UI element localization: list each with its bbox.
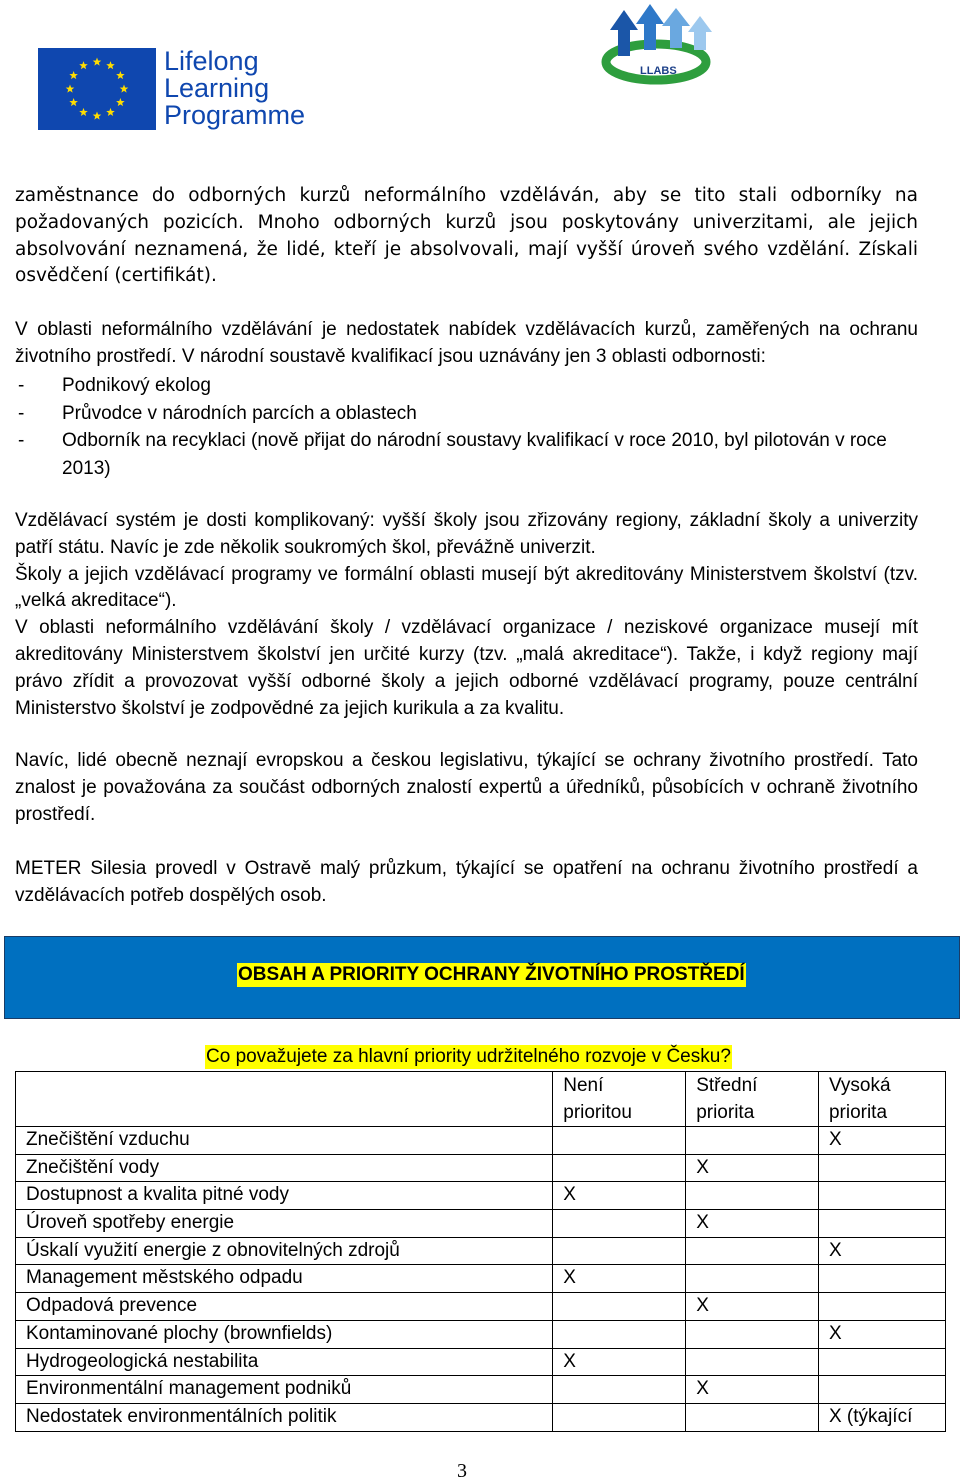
table-row <box>16 1154 946 1182</box>
priority-mark-cell: X <box>686 1210 819 1238</box>
priority-mark-cell <box>553 1237 686 1265</box>
priority-mark-cell: X <box>818 1320 945 1348</box>
priority-mark-cell: X <box>818 1237 945 1265</box>
priority-mark-cell: X (týkající <box>818 1403 945 1431</box>
table-row <box>16 1237 946 1265</box>
page-number: 3 <box>457 1460 467 1482</box>
priority-mark-cell <box>686 1182 819 1210</box>
priority-mark-cell <box>553 1403 686 1431</box>
lifelong-learning-programme-logo <box>38 48 308 138</box>
llp-logo-line: Programme <box>164 100 306 130</box>
priority-mark-cell <box>686 1348 819 1376</box>
priority-mark-cell: X <box>686 1376 819 1404</box>
paragraph-text: METER Silesia provedl v Ostravě malý průzkum, týkající se opatření na ochranu životního prostředí a vzdělávacích potřeb dospělých osob. <box>15 858 918 906</box>
llp-logo-line: Lifelong <box>164 46 259 76</box>
table-header-cell <box>16 1072 553 1127</box>
priority-mark-cell <box>553 1127 686 1155</box>
table-header-row <box>16 1072 946 1127</box>
priority-mark-cell <box>686 1237 819 1265</box>
paragraph-intro <box>15 183 918 290</box>
priority-mark-cell: X <box>686 1154 819 1182</box>
paragraph-text: V oblasti neformálního vzdělávání školy / vzdělávací organizace / neziskové organizace musejí mít akreditovány Ministerstvem školství jen určité kurzy (tzv. „malá akreditace“). Takže, i když regiony mají právo zřídit a provozovat vyšší odborné školy a jejich odborné vzdělávací programy, pouze centrální Ministerstvo školství je zodpovědné za jejich kurikula a za kvalitu. <box>15 617 918 719</box>
priority-item-cell: Kontaminované plochy (brownfields) <box>16 1320 553 1348</box>
paragraph-text: Navíc, lidé obecně neznají evropskou a českou legislativu, týkající se ochrany životního prostředí. Tato znalost je považována za součást odborných znalostí expertů a úředníků, působících v ochraně životního prostředí. <box>15 750 918 825</box>
priority-mark-cell <box>686 1403 819 1431</box>
priority-item-cell: Úskalí využití energie z obnovitelných zdrojů <box>16 1237 553 1265</box>
priority-mark-cell: X <box>553 1182 686 1210</box>
paragraph-survey <box>15 856 918 910</box>
priority-mark-cell <box>686 1320 819 1348</box>
table-row <box>16 1348 946 1376</box>
priority-mark-cell <box>818 1210 945 1238</box>
priority-mark-cell <box>818 1293 945 1321</box>
section-title: OBSAH A PRIORITY OCHRANY ŽIVOTNÍHO PROSTŘEDÍ <box>238 964 745 985</box>
priority-mark-cell <box>818 1265 945 1293</box>
list-item <box>15 400 920 428</box>
table-row <box>16 1265 946 1293</box>
llabs-arrows-icon <box>596 4 718 86</box>
table-header-cell: Střední priorita <box>686 1072 819 1127</box>
bullet-dash: - <box>18 402 25 424</box>
llp-logo-text <box>164 48 305 129</box>
paragraph-nonformal <box>15 317 918 371</box>
bullet-list <box>15 372 920 482</box>
priority-item-cell: Nedostatek environmentálních politik <box>16 1403 553 1431</box>
priority-mark-cell: X <box>553 1265 686 1293</box>
llabs-logo <box>596 4 718 86</box>
list-item-text: Odborník na recyklaci (nově přijat do národní soustavy kvalifikací v roce 2010, byl pilotován v roce 2013) <box>62 430 887 479</box>
priority-mark-cell: X <box>686 1293 819 1321</box>
priority-mark-cell <box>686 1127 819 1155</box>
priority-mark-cell <box>686 1265 819 1293</box>
bullet-dash: - <box>18 375 25 396</box>
priority-mark-cell <box>818 1182 945 1210</box>
paragraph-text: Školy a jejich vzdělávací programy ve formální oblasti musejí být akreditovány Ministerstvem školství (tzv. „velká akreditace“). <box>15 563 918 612</box>
table-header-cell: Vysoká priorita <box>818 1072 945 1127</box>
priority-mark-cell <box>553 1210 686 1238</box>
priority-item-cell: Znečištění vody <box>16 1154 553 1182</box>
priorities-table <box>15 1071 946 1432</box>
list-item-text: Průvodce v národních parcích a oblastech <box>62 402 417 424</box>
list-item <box>15 372 920 400</box>
paragraph-text: V oblasti neformálního vzdělávání je nedostatek nabídek vzdělávacích kurzů, zaměřených na ochranu životního prostředí. V národní soustavě kvalifikací jsou uznávány jen 3 oblasti odbornosti: <box>15 319 918 367</box>
paragraph-education-system <box>15 508 918 722</box>
priority-mark-cell <box>818 1376 945 1404</box>
eu-flag-icon <box>38 48 156 130</box>
llp-logo-line: Learning <box>164 73 270 103</box>
priority-item-cell: Management městského odpadu <box>16 1265 553 1293</box>
table-row <box>16 1376 946 1404</box>
priority-item-cell: Znečištění vzduchu <box>16 1127 553 1155</box>
table-row <box>16 1293 946 1321</box>
paragraph-text: Vzdělávací systém je dosti komplikovaný: vyšší školy jsou zřizovány regiony, základní školy a univerzity patří státu. Navíc je zde několik soukromých škol, převážně univerzit. <box>15 510 918 558</box>
table-row <box>16 1210 946 1238</box>
priority-mark-cell: X <box>553 1348 686 1376</box>
llabs-logo-text: LLABS <box>640 65 677 77</box>
bullet-dash: - <box>18 430 25 451</box>
paragraph-text: zaměstnance do odborných kurzů neformálního vzděláván, aby se tito stali odborníky na požadovaných pozicích. Mnoho odborných kurzů jsou poskytovány univerzitami, ale jejich absolvování neznamená, že lidé, kteří je absolvovali, mají vyšší úroveň svého vzdělání. Získali osvědčení (certifikát). <box>15 185 918 287</box>
table-row <box>16 1127 946 1155</box>
priority-item-cell: Odpadová prevence <box>16 1293 553 1321</box>
priority-item-cell: Dostupnost a kvalita pitné vody <box>16 1182 553 1210</box>
priority-mark-cell <box>553 1154 686 1182</box>
survey-question: Co považujete za hlavní priority udržitelného rozvoje v Česku? <box>206 1046 731 1067</box>
table-row <box>16 1320 946 1348</box>
priority-mark-cell <box>553 1293 686 1321</box>
list-item <box>15 427 920 482</box>
table-row <box>16 1403 946 1431</box>
eu-stars-icon <box>38 48 156 130</box>
priority-mark-cell <box>818 1154 945 1182</box>
priority-mark-cell <box>553 1320 686 1348</box>
table-header-cell: Není prioritou <box>553 1072 686 1127</box>
priority-item-cell: Hydrogeologická nestabilita <box>16 1348 553 1376</box>
priority-item-cell: Úroveň spotřeby energie <box>16 1210 553 1238</box>
priority-mark-cell <box>553 1376 686 1404</box>
priority-mark-cell: X <box>818 1127 945 1155</box>
priority-mark-cell <box>818 1348 945 1376</box>
list-item-text: Podnikový ekolog <box>62 375 211 396</box>
priority-item-cell: Environmentální management podniků <box>16 1376 553 1404</box>
table-row <box>16 1182 946 1210</box>
paragraph-legislation <box>15 748 918 828</box>
